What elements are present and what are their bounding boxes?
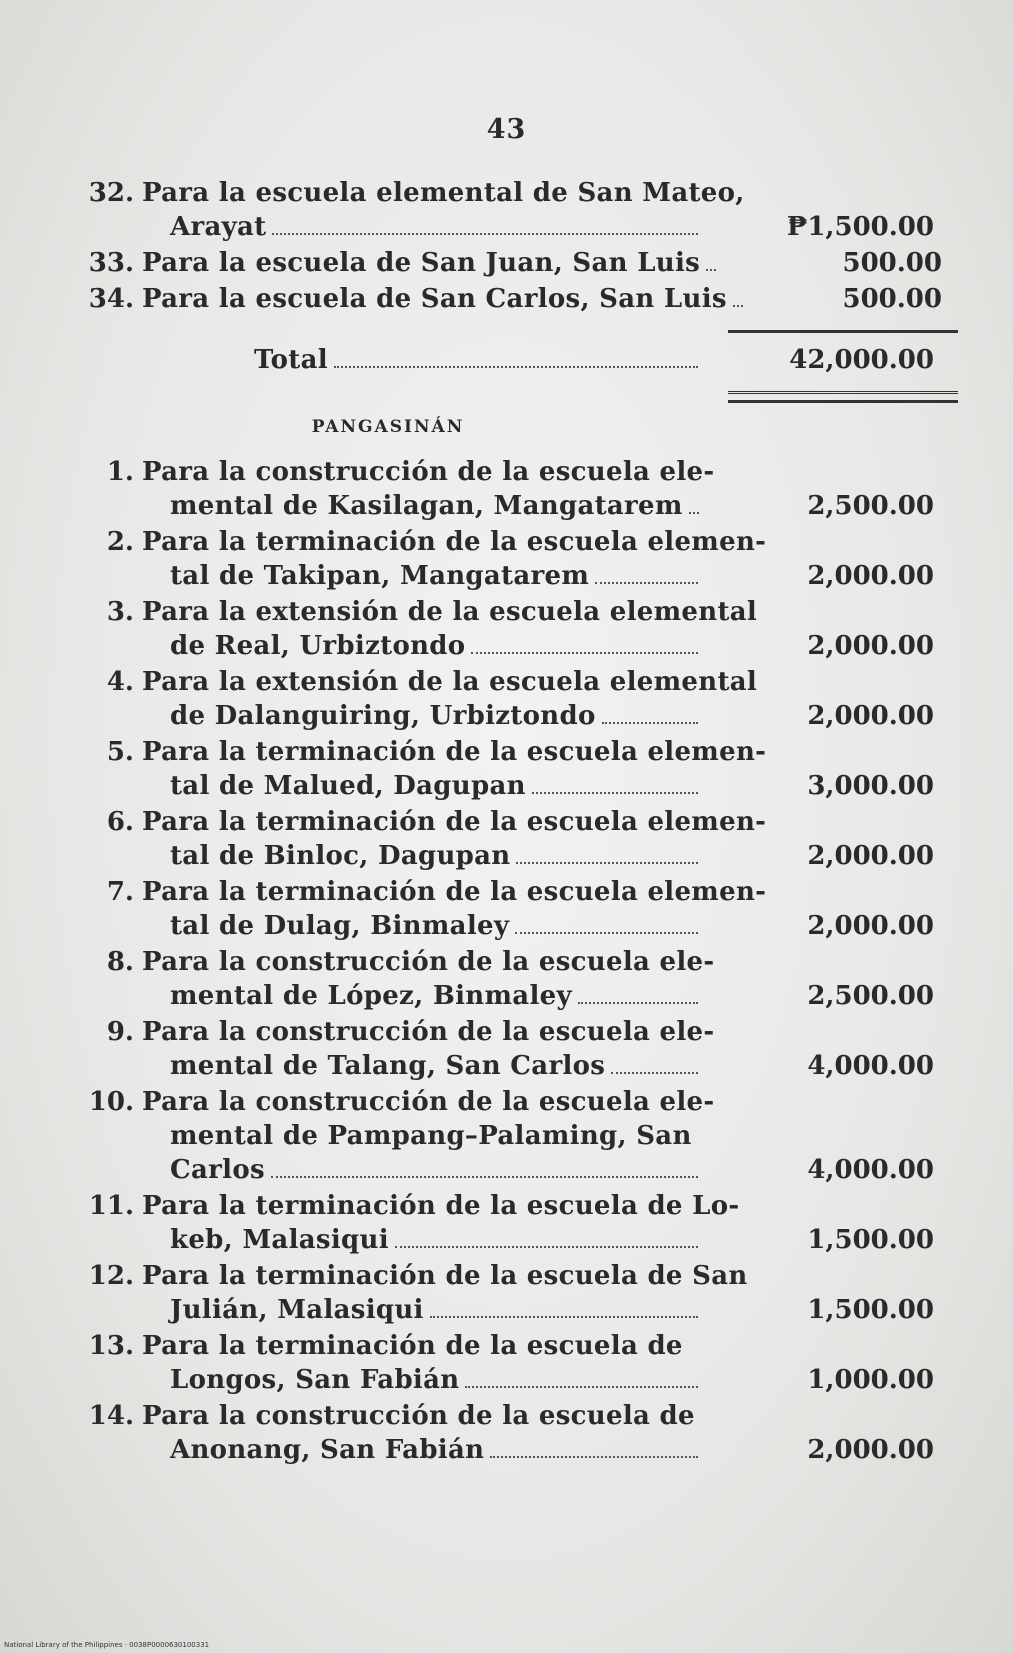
item-number: 34. xyxy=(88,284,134,314)
list-item xyxy=(78,246,958,280)
pangasinan-entries xyxy=(78,455,958,1467)
item-text: tal de Malued, Dagupan xyxy=(170,771,526,801)
dot-leader xyxy=(515,932,698,934)
dot-leader xyxy=(395,1246,698,1248)
list-item xyxy=(78,1015,958,1083)
footer-credit: National Library of the Philippines · 0038P0000630100331 xyxy=(4,1641,210,1649)
item-text: Carlos xyxy=(170,1155,265,1185)
item-text: Para la terminación de la escuela elemen- xyxy=(142,737,767,767)
list-item xyxy=(78,875,958,943)
item-amount: 1,500.00 xyxy=(807,1225,934,1255)
item-amount: 2,000.00 xyxy=(807,561,934,591)
item-number: 11. xyxy=(88,1191,134,1221)
item-text: mental de Talang, San Carlos xyxy=(170,1051,606,1081)
item-number: 32. xyxy=(88,178,134,208)
item-number: 2. xyxy=(106,527,134,557)
item-text: mental de Kasilagan, Mangatarem xyxy=(170,491,683,521)
item-number: 7. xyxy=(106,877,134,907)
dot-leader xyxy=(689,512,699,514)
item-text: tal de Takipan, Mangatarem xyxy=(170,561,590,591)
item-amount: 2,500.00 xyxy=(807,981,934,1011)
dot-leader xyxy=(595,582,698,584)
item-text: Para la extensión de la escuela elemental xyxy=(142,667,758,697)
item-number: 1. xyxy=(106,457,134,487)
item-text: keb, Malasiqui xyxy=(170,1225,389,1255)
dot-leader xyxy=(271,1176,698,1178)
item-text: Para la construcción de la escuela ele- xyxy=(142,947,715,977)
item-text: Para la escuela de San Juan, San Luis xyxy=(142,248,701,278)
budget-list xyxy=(78,176,958,1469)
item-amount: ₱1,500.00 xyxy=(786,212,934,242)
item-text: tal de Binloc, Dagupan xyxy=(170,841,511,871)
item-text: Arayat xyxy=(170,212,267,242)
item-text: Anonang, San Fabián xyxy=(170,1435,485,1465)
section-heading: PANGASINÁN xyxy=(311,417,465,437)
item-text: Para la escuela de San Carlos, San Luis xyxy=(142,284,727,314)
item-amount: 500.00 xyxy=(842,284,942,314)
item-amount: 2,000.00 xyxy=(807,911,934,941)
item-number: 9. xyxy=(106,1017,134,1047)
list-item xyxy=(78,945,958,1013)
dot-leader xyxy=(611,1072,698,1074)
total-amount: 42,000.00 xyxy=(789,345,934,375)
item-text: Para la construcción de la escuela de xyxy=(142,1401,695,1431)
list-item xyxy=(78,805,958,873)
list-item xyxy=(78,735,958,803)
item-text: tal de Dulag, Binmaley xyxy=(170,911,510,941)
item-amount: 4,000.00 xyxy=(807,1155,934,1185)
item-amount: 1,500.00 xyxy=(807,1295,934,1325)
list-item xyxy=(78,1329,958,1397)
item-text: mental de López, Binmaley xyxy=(170,981,572,1011)
item-text: mental de Pampang–Palaming, San xyxy=(170,1121,692,1151)
list-item xyxy=(78,595,958,663)
list-item xyxy=(78,455,958,523)
item-text: de Dalanguiring, Urbiztondo xyxy=(170,701,596,731)
item-number: 12. xyxy=(88,1261,134,1291)
dot-leader xyxy=(602,722,698,724)
item-amount: 500.00 xyxy=(842,248,942,278)
list-item xyxy=(78,665,958,733)
dot-leader xyxy=(471,652,698,654)
list-item xyxy=(78,1189,958,1257)
item-text: Para la terminación de la escuela elemen- xyxy=(142,877,767,907)
item-text: Para la construcción de la escuela ele- xyxy=(142,457,715,487)
item-amount: 4,000.00 xyxy=(807,1051,934,1081)
item-text: Para la terminación de la escuela elemen- xyxy=(142,807,767,837)
item-text: Para la construcción de la escuela ele- xyxy=(142,1087,715,1117)
sum-rule xyxy=(728,330,958,333)
item-text: Para la terminación de la escuela de xyxy=(142,1331,683,1361)
item-amount: 2,000.00 xyxy=(807,631,934,661)
total-row xyxy=(78,343,958,377)
list-item xyxy=(78,282,958,316)
item-text: Para la extensión de la escuela elemental xyxy=(142,597,758,627)
page-number: 43 xyxy=(486,114,527,145)
item-amount: 3,000.00 xyxy=(807,771,934,801)
dot-leader xyxy=(334,366,698,368)
item-amount: 2,500.00 xyxy=(807,491,934,521)
item-amount: 1,000.00 xyxy=(807,1365,934,1395)
list-item xyxy=(78,525,958,593)
item-text: Para la terminación de la escuela de San xyxy=(142,1261,748,1291)
list-item xyxy=(78,1259,958,1327)
dot-leader xyxy=(516,862,698,864)
total-label: Total xyxy=(254,345,328,375)
item-text: Longos, San Fabián xyxy=(170,1365,460,1395)
dot-leader xyxy=(532,792,698,794)
item-number: 13. xyxy=(88,1331,134,1361)
item-number: 6. xyxy=(106,807,134,837)
item-number: 3. xyxy=(106,597,134,627)
item-amount: 2,000.00 xyxy=(807,841,934,871)
item-number: 10. xyxy=(88,1087,134,1117)
list-item xyxy=(78,176,958,244)
dot-leader xyxy=(430,1316,698,1318)
item-number: 8. xyxy=(106,947,134,977)
dot-leader xyxy=(272,233,698,235)
item-number: 4. xyxy=(106,667,134,697)
list-item xyxy=(78,1085,958,1187)
item-number: 33. xyxy=(88,248,134,278)
top-entries xyxy=(78,176,958,316)
item-amount: 2,000.00 xyxy=(807,701,934,731)
item-text: Julián, Malasiqui xyxy=(170,1295,424,1325)
item-text: Para la terminación de la escuela de Lo- xyxy=(142,1191,740,1221)
item-number: 14. xyxy=(88,1401,134,1431)
dot-leader xyxy=(465,1386,698,1388)
item-text: Para la construcción de la escuela ele- xyxy=(142,1017,715,1047)
dot-leader xyxy=(490,1456,698,1458)
dot-leader xyxy=(578,1002,698,1004)
item-number: 5. xyxy=(106,737,134,767)
item-amount: 2,000.00 xyxy=(807,1435,934,1465)
item-text: Para la terminación de la escuela elemen- xyxy=(142,527,767,557)
item-text: de Real, Urbiztondo xyxy=(170,631,466,661)
list-item xyxy=(78,1399,958,1467)
item-text: Para la escuela elemental de San Mateo, xyxy=(142,178,745,208)
double-rule xyxy=(728,391,958,403)
